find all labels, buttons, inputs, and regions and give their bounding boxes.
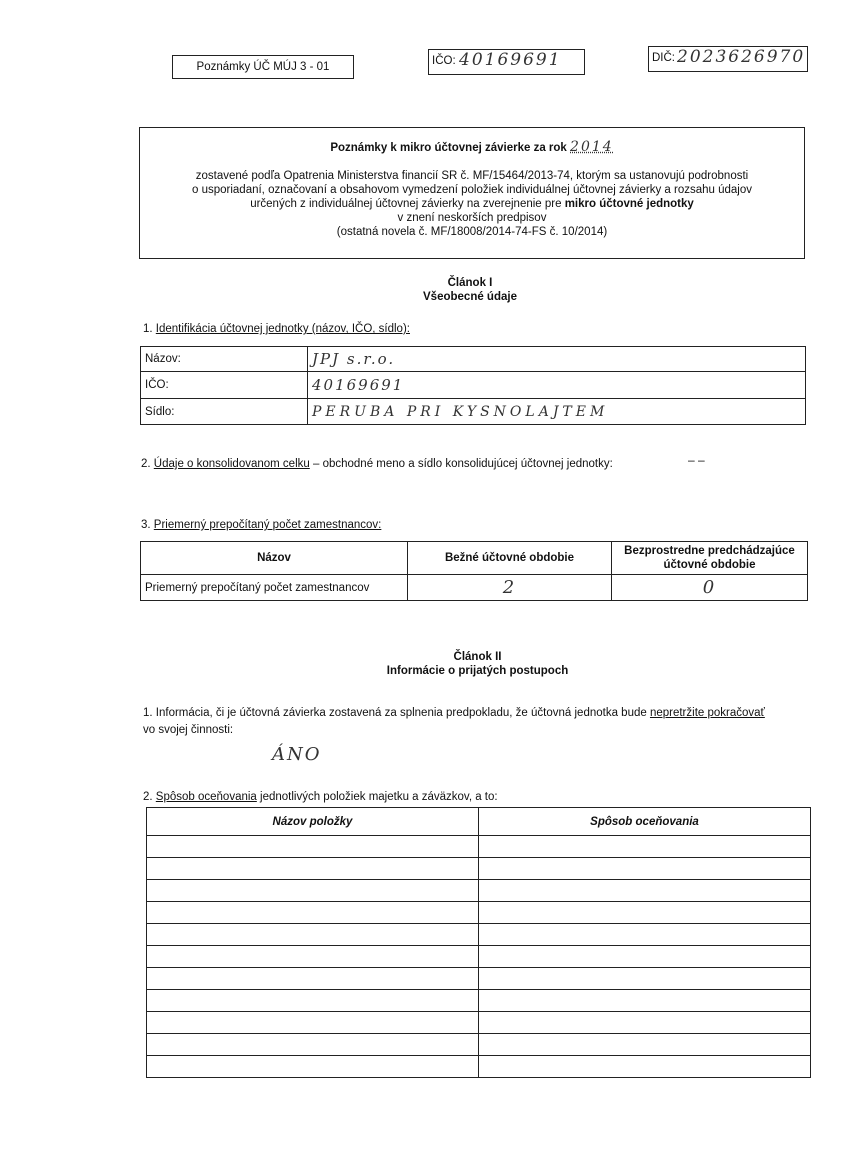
ident-value: JPJ s.r.o.: [308, 347, 806, 372]
form-code: Poznámky ÚČ MÚJ 3 - 01: [196, 61, 330, 73]
valuation-cell-method: [479, 880, 811, 902]
employees-row: [141, 575, 808, 601]
ico-box: [428, 49, 585, 75]
title-line3-bold: mikro účtovné jednotky: [564, 198, 694, 210]
employees-table: [140, 541, 808, 601]
a2-item2-num: 2.: [143, 791, 153, 803]
valuation-row: [147, 1012, 811, 1034]
ident-row: [141, 372, 806, 399]
ident-label: Názov:: [141, 347, 308, 372]
title-line: [140, 140, 804, 155]
valuation-cell-name: [147, 990, 479, 1012]
ident-row: [141, 399, 806, 425]
ico-label: IČO:: [432, 55, 456, 67]
valuation-row: [147, 858, 811, 880]
title-prefix: Poznámky k mikro účtovnej závierke za rok: [330, 142, 567, 154]
valuation-row: [147, 990, 811, 1012]
item3-num: 3.: [141, 519, 151, 531]
article1-subheading: Všeobecné údaje: [423, 291, 517, 303]
valuation-header-method: Spôsob oceňovania: [479, 808, 811, 836]
valuation-cell-name: [147, 902, 479, 924]
valuation-cell-name: [147, 1012, 479, 1034]
ident-value: 40169691: [308, 372, 806, 399]
employees-previous: 0: [612, 575, 808, 601]
valuation-row: [147, 836, 811, 858]
title-line3: [140, 197, 804, 211]
item2-underlined: Údaje o konsolidovanom celku: [153, 458, 310, 470]
article2-subheading: Informácie o prijatých postupoch: [386, 665, 569, 677]
item1-num: 1.: [143, 323, 153, 335]
valuation-cell-method: [479, 1012, 811, 1034]
item1-text: Identifikácia účtovnej jednotky (názov, IČO, sídlo):: [155, 323, 410, 335]
a2-item2-rest: jednotlivých položiek majetku a záväzkov, a to:: [256, 791, 498, 803]
valuation-header-name: Názov položky: [147, 808, 479, 836]
valuation-row: [147, 924, 811, 946]
article2-item1: [143, 705, 823, 739]
dic-box: [648, 46, 808, 72]
ident-table: [140, 346, 806, 425]
valuation-cell-method: [479, 946, 811, 968]
employees-row-label: Priemerný prepočítaný počet zamestnancov: [141, 575, 408, 601]
employees-header-previous: Bezprostredne predchádzajúce účtovné obdobie: [612, 542, 808, 575]
a2-item1-ul: nepretržite pokračovať: [649, 707, 765, 719]
title-line3-pre: určených z individuálnej účtovnej závierky na zverejnenie pre: [250, 198, 562, 210]
article1-item3: [141, 519, 381, 531]
valuation-cell-name: [147, 1034, 479, 1056]
ident-label: Sídlo:: [141, 399, 308, 425]
valuation-cell-method: [479, 1056, 811, 1078]
ident-value: PERUBA PRI KYSNOLAJTEM: [308, 399, 806, 425]
title-line1: zostavené podľa Opatrenia Ministerstva financií SR č. MF/15464/2013-74, ktorým sa ustanovujú podrobnosti: [195, 170, 749, 182]
valuation-cell-method: [479, 902, 811, 924]
valuation-cell-method: [479, 924, 811, 946]
valuation-cell-name: [147, 1056, 479, 1078]
valuation-row: [147, 902, 811, 924]
title-year: 2014: [570, 139, 614, 155]
valuation-cell-method: [479, 836, 811, 858]
article2-heading: Článok II: [453, 651, 502, 663]
valuation-row: [147, 946, 811, 968]
valuation-cell-method: [479, 858, 811, 880]
valuation-header-row: [147, 808, 811, 836]
article2-item2: [143, 791, 498, 803]
valuation-cell-name: [147, 946, 479, 968]
valuation-cell-name: [147, 924, 479, 946]
a2-item1-line2: vo svojej činnosti:: [143, 724, 234, 736]
employees-header-name: Názov: [141, 542, 408, 575]
item2-num: 2.: [141, 458, 151, 470]
valuation-row: [147, 968, 811, 990]
valuation-cell-name: [147, 968, 479, 990]
employees-header-row: [141, 542, 808, 575]
valuation-table: [146, 807, 811, 1078]
article1-heading: Článok I: [447, 277, 493, 289]
valuation-cell-method: [479, 990, 811, 1012]
a2-item1-answer: ÁNO: [272, 744, 322, 765]
dic-label: DIČ:: [652, 52, 675, 64]
title-line2: o usporiadaní, označovaní a obsahovom vymedzení položiek individuálnej účtovnej závierky a rozsahu údajov: [191, 184, 752, 196]
ico-value: 40169691: [459, 50, 562, 70]
valuation-row: [147, 880, 811, 902]
employees-header-current: Bežné účtovné obdobie: [408, 542, 612, 575]
employees-current: 2: [408, 575, 612, 601]
title-line5: (ostatná novela č. MF/18008/2014-74-FS č. 10/2014): [336, 226, 608, 238]
item3-text: Priemerný prepočítaný počet zamestnancov:: [153, 519, 382, 531]
dic-value: 2023626970: [677, 47, 806, 67]
valuation-cell-method: [479, 968, 811, 990]
valuation-cell-name: [147, 858, 479, 880]
a2-item1-pre: 1. Informácia, či je účtovná závierka zostavená za splnenia predpokladu, že účtovná jednotka bude: [143, 707, 650, 719]
valuation-row: [147, 1056, 811, 1078]
article1-item2: [141, 458, 613, 470]
ident-label: IČO:: [141, 372, 308, 399]
valuation-cell-name: [147, 836, 479, 858]
valuation-cell-name: [147, 880, 479, 902]
article1-item1: [143, 323, 410, 335]
title-box: [139, 127, 805, 259]
item2-rest: – obchodné meno a sídlo konsolidujúcej účtovnej jednotky:: [309, 458, 613, 470]
valuation-cell-method: [479, 1034, 811, 1056]
item2-value: – –: [688, 453, 705, 467]
valuation-row: [147, 1034, 811, 1056]
title-line4: v znení neskorších predpisov: [397, 212, 547, 224]
ident-row: [141, 347, 806, 372]
form-code-box: [172, 55, 354, 79]
a2-item2-underlined: Spôsob oceňovania: [155, 791, 257, 803]
